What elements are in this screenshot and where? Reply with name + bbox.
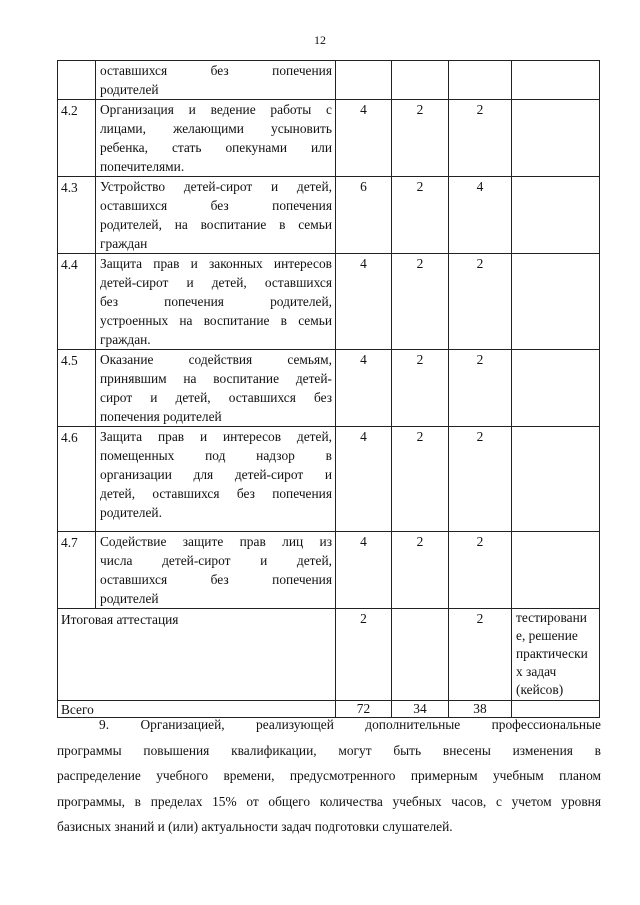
topic-name xyxy=(96,427,336,532)
table-row xyxy=(58,350,600,427)
hours-lectures: 2 xyxy=(392,350,449,427)
table-row xyxy=(58,532,600,609)
line: организации для детей-сирот и xyxy=(100,467,332,482)
paragraph-line: базисных знаний и (или) актуальности задач подготовки слушателей. xyxy=(57,819,453,834)
control-form xyxy=(512,177,600,254)
hours-practice: 2 xyxy=(449,427,512,532)
note-line: тестировани xyxy=(516,610,587,625)
control-form xyxy=(512,427,600,532)
line: граждан xyxy=(100,236,148,251)
table-body xyxy=(58,61,600,718)
hours-total: 4 xyxy=(336,100,392,177)
hours-total: 6 xyxy=(336,177,392,254)
note-line: е, решение xyxy=(516,628,578,643)
line: Содействие защите прав лиц из xyxy=(100,534,332,549)
paragraph-line: программы повышения квалификации, могут быть внесены изменения в xyxy=(57,742,601,758)
hours-total xyxy=(336,61,392,100)
control-form xyxy=(512,350,600,427)
line: граждан. xyxy=(100,332,151,347)
table-row xyxy=(58,100,600,177)
hours-practice xyxy=(449,61,512,100)
control-form xyxy=(512,254,600,350)
line: родителей, на воспитание в семьи xyxy=(100,217,332,232)
hours-lectures xyxy=(392,609,449,701)
line: попечения родителей xyxy=(100,409,222,424)
line: Устройство детей-сирот и детей, xyxy=(100,179,332,194)
table-row xyxy=(58,61,600,100)
topic-name xyxy=(96,254,336,350)
hours-lectures xyxy=(392,61,449,100)
hours-total: 72 xyxy=(336,701,392,718)
hours-practice: 2 xyxy=(449,100,512,177)
hours-lectures: 2 xyxy=(392,532,449,609)
topic-name xyxy=(96,350,336,427)
row-number: 4.6 xyxy=(58,427,96,532)
row-number: 4.3 xyxy=(58,177,96,254)
line: оставшихся без попечения xyxy=(100,572,332,587)
hours-lectures: 2 xyxy=(392,427,449,532)
hours-practice: 2 xyxy=(449,609,512,701)
hours-lectures: 34 xyxy=(392,701,449,718)
line: оставшихся без попечения xyxy=(100,63,332,78)
row-number: 4.4 xyxy=(58,254,96,350)
final-attestation-label: Итоговая аттестация xyxy=(58,609,336,701)
topic-name xyxy=(96,61,336,100)
line: родителей. xyxy=(100,505,162,520)
line: Защита прав и законных интересов xyxy=(100,256,332,271)
line: принявшим на воспитание детей- xyxy=(100,371,332,386)
paragraph-line: 9. Организацией, реализующей дополнительные профессиональные xyxy=(99,717,601,732)
hours-practice: 4 xyxy=(449,177,512,254)
curriculum-table xyxy=(57,60,600,718)
line: лицами, желающими усыновить xyxy=(100,121,332,136)
row-number: 4.5 xyxy=(58,350,96,427)
hours-lectures: 2 xyxy=(392,177,449,254)
hours-lectures: 2 xyxy=(392,254,449,350)
topic-name xyxy=(96,100,336,177)
line: помещенных под надзор в xyxy=(100,448,332,463)
hours-practice: 2 xyxy=(449,350,512,427)
table-row xyxy=(58,177,600,254)
line: родителей xyxy=(100,82,159,97)
line: Защита прав и интересов детей, xyxy=(100,429,332,444)
final-attestation-row xyxy=(58,609,600,701)
line: родителей xyxy=(100,591,159,606)
hours-total: 4 xyxy=(336,254,392,350)
line: числа детей-сирот и детей, xyxy=(100,553,332,568)
line: без попечения родителей, xyxy=(100,294,332,309)
topic-name xyxy=(96,532,336,609)
hours-practice: 38 xyxy=(449,701,512,718)
topic-name xyxy=(96,177,336,254)
control-form xyxy=(512,61,600,100)
row-number: 4.7 xyxy=(58,532,96,609)
line: детей, оставшихся без попечения xyxy=(100,486,332,501)
line: ребенка, стать опекунами или xyxy=(100,140,332,155)
line: попечителями. xyxy=(100,159,185,174)
note-line: практически xyxy=(516,646,588,661)
row-number xyxy=(58,61,96,100)
hours-total: 4 xyxy=(336,427,392,532)
table-row xyxy=(58,427,600,532)
note-line: х задач xyxy=(516,664,557,679)
hours-total: 4 xyxy=(336,350,392,427)
control-form xyxy=(512,100,600,177)
paragraph-line: программы, в пределах 15% от общего количества учебных часов, с учетом уровня xyxy=(57,793,601,809)
table-row xyxy=(58,254,600,350)
line: сирот и детей, оставшихся без xyxy=(100,390,332,405)
control-form xyxy=(512,609,600,701)
hours-practice: 2 xyxy=(449,532,512,609)
page-number: 12 xyxy=(314,33,326,47)
hours-total: 2 xyxy=(336,609,392,701)
hours-total: 4 xyxy=(336,532,392,609)
line: оставшихся без попечения xyxy=(100,198,332,213)
line: устроенных на воспитание в семьи xyxy=(100,313,332,328)
control-form xyxy=(512,532,600,609)
hours-practice: 2 xyxy=(449,254,512,350)
line: детей-сирот и детей, оставшихся xyxy=(100,275,332,290)
hours-lectures: 2 xyxy=(392,100,449,177)
row-number: 4.2 xyxy=(58,100,96,177)
paragraph-9 xyxy=(57,712,601,840)
paragraph-line: распределение учебного времени, предусмотренного примерным учебным планом xyxy=(57,768,601,783)
line: Организация и ведение работы с xyxy=(100,102,332,117)
note-line: (кейсов) xyxy=(516,682,564,697)
total-label: Всего xyxy=(58,701,336,718)
line: Оказание содействия семьям, xyxy=(100,352,332,367)
